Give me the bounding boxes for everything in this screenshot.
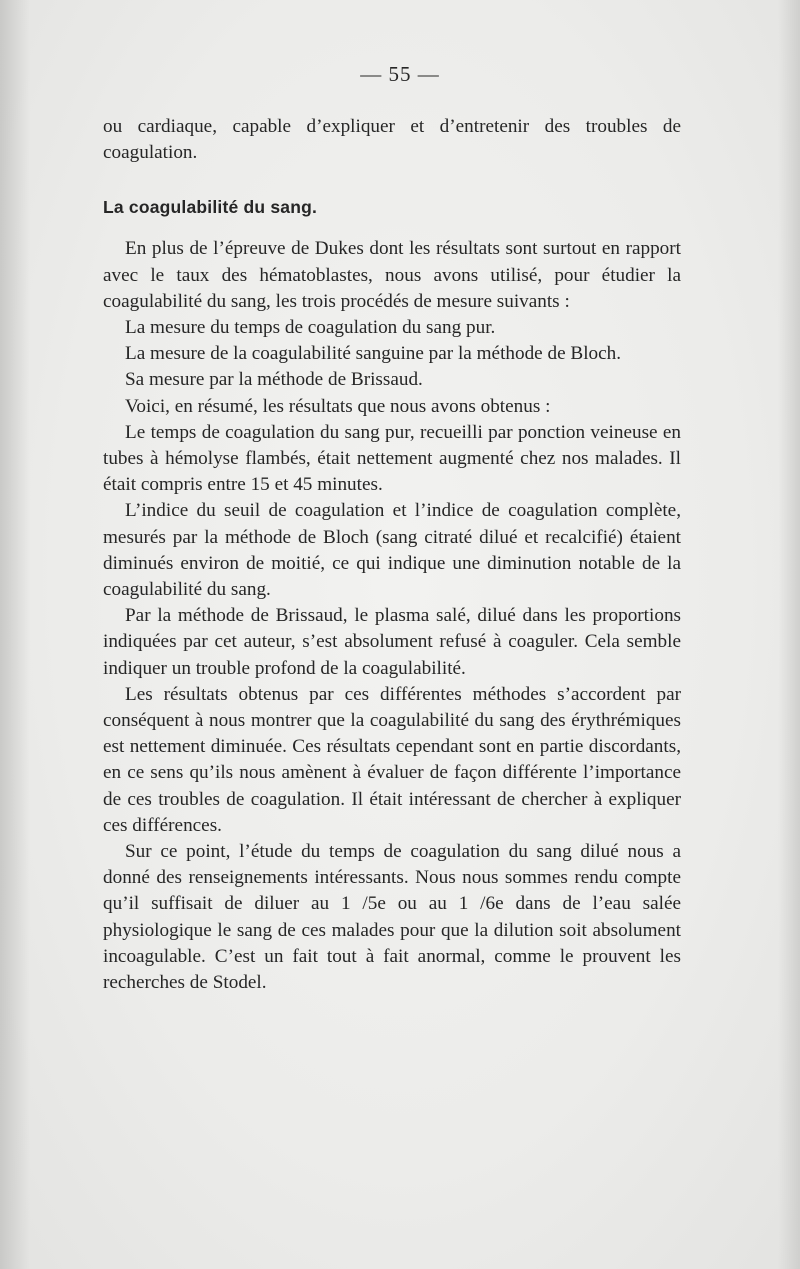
page-number: — 55 —: [360, 62, 440, 86]
page-edge-shadow: [778, 0, 800, 1269]
paragraph-results-brissaud: Par la méthode de Brissaud, le plasma salé, dilué dans les proportions indiquées par cet auteur, s’est absolument refusé à coaguler. Cela semble indiquer un trouble profond de la coagulabilité.: [103, 605, 681, 679]
paragraph-discussion: Les résultats obtenus par ces différentes méthodes s’accordent par conséquent à nous montrer que la coagulabilité du sang des érythrémiques est nettement diminuée. Ces résultats cependant sont en partie discordants, en ce sens qu’ils nous amènent à évaluer de façon différente l’importance de ces troubles de coagulation. Il était intéressant de chercher à expliquer ces différences.: [103, 683, 681, 836]
paragraph-results-pure-blood: Le temps de coagulation du sang pur, recueilli par ponction veineuse en tubes à hémolyse flambés, était nettement augmenté chez nos malades. Il était compris entre 15 et 45 minutes.: [103, 421, 681, 496]
paragraph-results-bloch: L’indice du seuil de coagulation et l’indice de coagulation complète, mesurés par la méthode de Bloch (sang citraté dilué et recalcifié) étaient diminués environ de moitié, ce qui indique une diminution notable de la coagulabilité du sang.: [103, 500, 681, 601]
paragraph-method-brissaud: Sa mesure par la méthode de Brissaud.: [125, 369, 423, 391]
page-body: [103, 114, 681, 996]
continuation-paragraph: ou cardiaque, capable d’expliquer et d’entretenir des troubles de coagulation.: [103, 116, 681, 164]
paragraph-methods-intro: En plus de l’épreuve de Dukes dont les résultats sont surtout en rapport avec le taux des hématoblastes, nous avons utilisé, pour étudier la coagulabilité du sang, les trois procédés de mesure suivants :: [103, 238, 681, 312]
paragraph-diluted-blood: Sur ce point, l’étude du temps de coagulation du sang dilué nous a donné des renseignements intéressants. Nous nous sommes rendu compte qu’il suffisait de diluer au 1 /5e ou au 1 /6e dans de l’eau salée physiologique le sang de ces malades pour que la dilution soit absolument incoagulable. C’est un fait tout à fait anormal, comme le prouvent les recherches de Stodel.: [103, 841, 681, 994]
paragraph-method-bloch: La mesure de la coagulabilité sanguine par la méthode de Bloch.: [125, 343, 622, 365]
paragraph-results-intro: Voici, en résumé, les résultats que nous avons obtenus :: [125, 395, 551, 417]
section-heading: La coagulabilité du sang.: [103, 197, 318, 218]
paragraph-method-pure-blood: La mesure du temps de coagulation du sang pur.: [125, 317, 496, 339]
binding-shadow: [0, 0, 30, 1269]
